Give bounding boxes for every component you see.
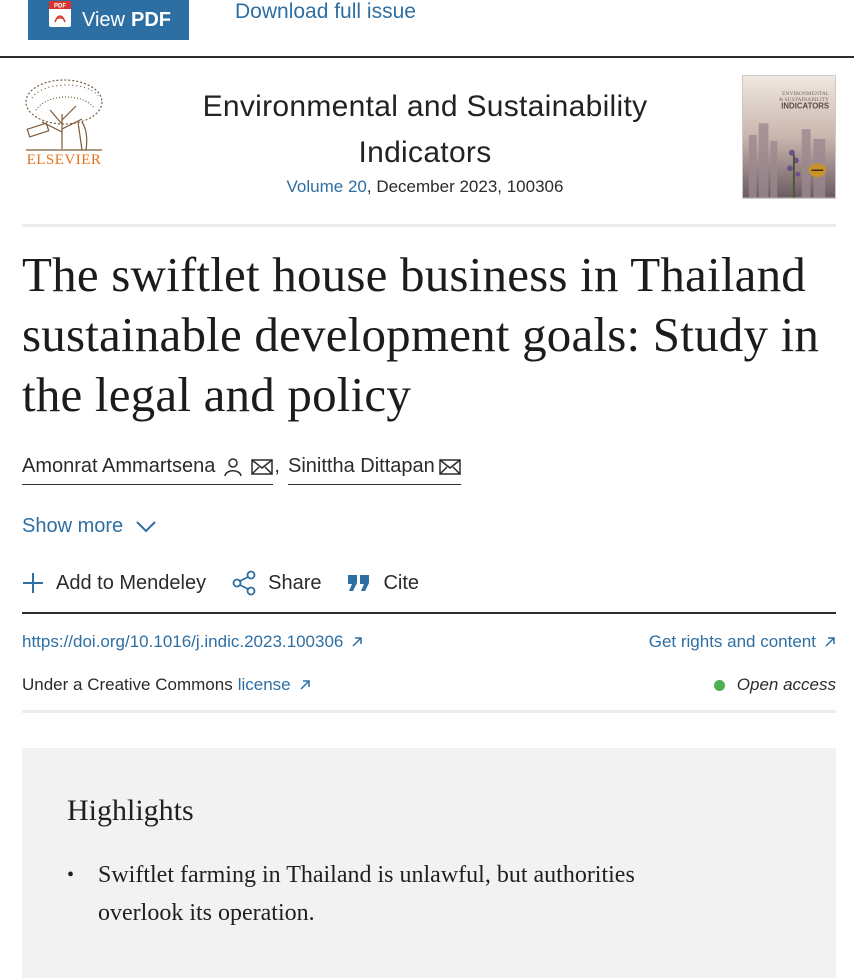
show-more-label: Show more [22, 515, 124, 537]
external-arrow-icon [351, 636, 363, 648]
plus-icon [22, 572, 44, 594]
person-icon [223, 457, 243, 477]
open-access-dot [714, 680, 725, 691]
show-more-button[interactable] [22, 515, 157, 538]
author-link[interactable] [22, 455, 273, 485]
open-access-badge [714, 675, 836, 695]
pdf-icon [48, 0, 72, 28]
cite-label: Cite [383, 571, 420, 594]
doi-text: https://doi.org/10.1016/j.indic.2023.100306 [22, 632, 344, 651]
license-link[interactable] [238, 675, 311, 695]
view-pdf-button[interactable] [28, 0, 189, 40]
article-actions [22, 570, 419, 596]
share-button[interactable] [232, 570, 321, 596]
external-arrow-icon [824, 636, 836, 648]
get-rights-text: Get rights and content [648, 632, 816, 651]
highlights-heading: Highlights [67, 794, 194, 827]
author-link[interactable] [288, 455, 461, 485]
highlights-section [22, 748, 836, 978]
meta-divider [22, 710, 836, 713]
highlight-item: • Swiftlet farming in Thailand is unlawful, but authorities overlook its operation. [67, 856, 707, 932]
doi-link[interactable] [22, 632, 363, 652]
header-divider [22, 224, 836, 227]
quote-icon [347, 573, 371, 593]
volume-link[interactable]: Volume 20 [286, 177, 367, 196]
cover-text-line-3: INDICATORS [781, 101, 830, 111]
view-pdf-label-pdf: PDF [131, 8, 171, 31]
highlights-list [67, 856, 707, 932]
cover-text-line-2: & SUSTAINABILITY [778, 96, 830, 103]
view-pdf-label-view: View [82, 8, 125, 31]
svg-text:PDF: PDF [54, 3, 66, 10]
top-toolbar [0, 0, 854, 58]
envelope-icon [251, 459, 273, 475]
chevron-down-icon [135, 520, 157, 534]
author-separator: , [274, 455, 280, 477]
add-to-mendeley-label: Add to Mendeley [56, 571, 207, 594]
article-title: The swiftlet house business in Thailand sustainable development goals: Study in the legal and policy [22, 247, 820, 422]
share-label: Share [268, 571, 322, 594]
actions-divider [22, 612, 836, 614]
external-arrow-icon [299, 679, 311, 691]
cite-button[interactable] [347, 572, 419, 595]
journal-title[interactable]: Environmental and Sustainability Indicators [202, 90, 648, 169]
get-rights-link[interactable] [649, 632, 836, 652]
volume-line [170, 177, 680, 197]
author-name: Sinittha Dittapan [287, 455, 435, 477]
journal-cover-image[interactable] [742, 75, 836, 199]
author-name: Amonrat Ammartsena [22, 455, 216, 477]
cc-prefix: Under a Creative Commons [22, 675, 233, 694]
author-list [22, 455, 461, 485]
add-to-mendeley-button[interactable] [22, 572, 206, 595]
issue-date: , December 2023, 100306 [366, 177, 564, 196]
envelope-icon [439, 459, 461, 475]
open-access-label: Open access [736, 675, 836, 694]
license-text: license [237, 675, 291, 694]
download-full-issue-link[interactable]: Download full issue [235, 0, 416, 23]
elsevier-wordmark: ELSEVIER [26, 152, 102, 168]
share-icon [232, 570, 256, 596]
creative-commons-line [22, 675, 311, 695]
cover-text-line-1: ENVIRONMENTAL [782, 90, 830, 97]
